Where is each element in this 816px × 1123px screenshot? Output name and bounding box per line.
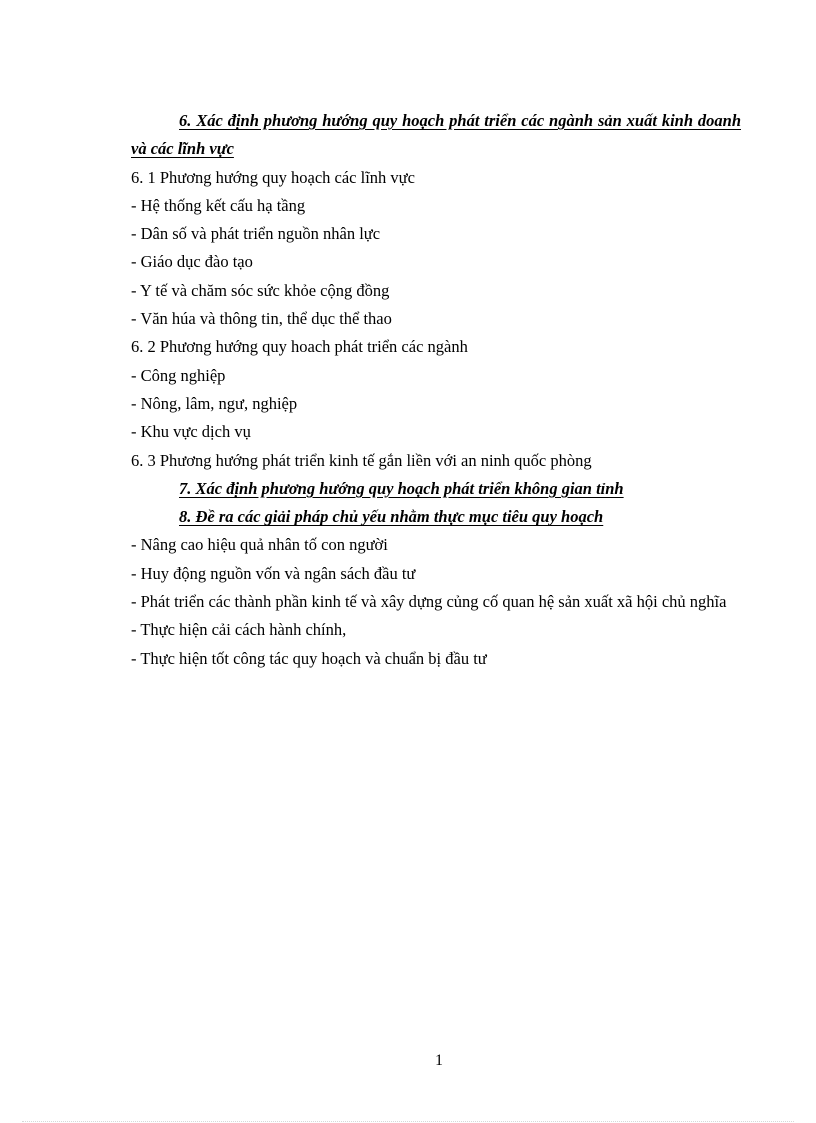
heading-section-7: 7. Xác định phương hướng quy hoạch phát triển không gian tỉnh	[179, 478, 624, 498]
page-number: 1	[435, 1052, 443, 1069]
list-item: - Nâng cao hiệu quả nhân tố con người	[131, 535, 388, 555]
subheading-6-1: 6. 1 Phương hướng quy hoạch các lĩnh vực	[131, 167, 415, 187]
list-item: - Dân số và phát triển nguồn nhân lực	[131, 224, 381, 244]
list-item: - Hệ thống kết cấu hạ tầng	[131, 195, 306, 215]
heading-section-8: 8. Đề ra các giải pháp chủ yếu nhằm thực mục tiêu quy hoạch	[179, 507, 604, 527]
list-item: - Thực hiện tốt công tác quy hoạch và chuẩn bị đầu tư	[131, 648, 487, 668]
list-item: - Giáo dục đào tạo	[131, 252, 253, 272]
list-item: - Thực hiện cải cách hành chính,	[131, 620, 347, 640]
subheading-6-2: 6. 2 Phương hướng quy hoach phát triển các ngành	[131, 337, 468, 357]
list-item: - Công nghiệp	[131, 365, 226, 385]
heading-section-6: 6. Xác định phương hướng quy hoạch phát triển các ngành sản xuất kinh doanh và các lĩnh vực	[131, 111, 741, 159]
list-item: - Y tế và chăm sóc sức khỏe cộng đồng	[131, 280, 390, 300]
list-item: - Văn húa và thông tin, thể dục thể thao	[131, 309, 392, 329]
page-bottom-divider	[22, 1121, 794, 1122]
list-item: - Khu vực dịch vụ	[131, 422, 251, 442]
list-item: - Nông, lâm, ngư, nghiệp	[131, 393, 298, 413]
subheading-6-3: 6. 3 Phương hướng phát triển kinh tế gắn liền với an ninh quốc phòng	[131, 450, 592, 470]
list-item: - Huy động nguồn vốn và ngân sách đầu tư	[131, 563, 416, 583]
list-item: - Phát triển các thành phần kinh tế và xây dựng củng cố quan hệ sản xuất xã hội chủ nghĩa	[131, 592, 727, 612]
document-body	[131, 107, 741, 673]
